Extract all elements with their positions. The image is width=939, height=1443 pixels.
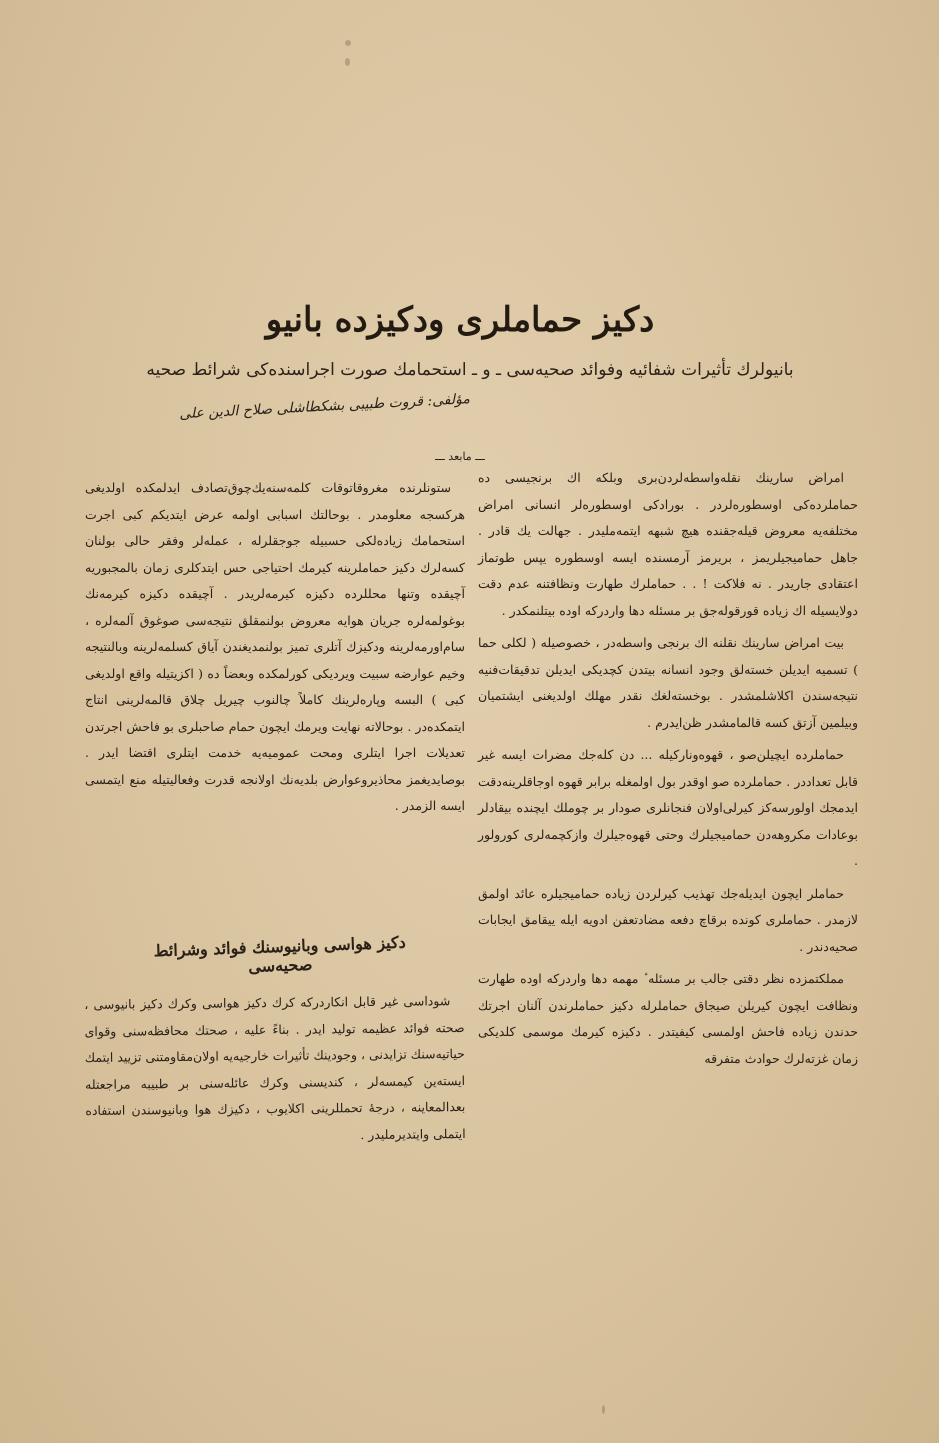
continued-marker: ـــ مابعد ـــ	[435, 450, 485, 463]
article-subtitle: بانيولرك تأثيرات شفائيه وفوائد صحيه‌سى ـ و ـ استحمامك صورت اجراسنده‌كى شرائط صحيه	[146, 360, 794, 380]
stain-mark	[345, 40, 351, 46]
article-author: مؤلفى: قروت طبيبى بشكطاشلى صلاح الدين على	[178, 391, 471, 423]
right-column	[478, 465, 858, 1078]
paragraph: بيت امراض سارينك نقلنه اك برنجى واسطه‌در ، خصوصيله ( لكلى حما ) تسميه ايديلن خسته‌لق وجود انسانه بيتدن كچديكى ايديلن تدقيقات‌فنيه نتيجه‌سندن اكلاشلمشدر . بوخسته‌لغك نقدر مهلك اولديغنى ايشتميان وبيلمين آزتق كسه قالمامشدر ظن‌ايدرم .	[478, 635, 858, 730]
section-heading: دكيز هواسى وبانيوسنك فوائد وشرائط صحيه‌سى	[153, 932, 407, 977]
left-column	[85, 475, 465, 826]
paragraph: حماملرده ايچيلن‌صو ، قهوه‌وناركيله ... دن كله‌جك مضرات ايسه غير قابل تعداددر . حماملرده صو اوقدر بول اولمغله برابر قهوه اوجاقلرينه‌دقت ايدمجك اولورسه‌كز كيرلى‌اولان فنجانلرى صودار بر چوملك ايچنده بيقادلر بوعادات مكروهه‌دن حماميجيلرك وحتى قهوه‌جيلرك وازكچمه‌لرى كورولور .	[478, 747, 858, 868]
section-body	[84, 988, 466, 1157]
article-title: دكيز حماملرى ودكيزده بانيو	[265, 300, 655, 340]
paragraph: شوداسى غير قابل انكاردركه كرك دكيز هواسى وكرك دكيز بانيوسى ، صحته فوائد عظيمه توليد ايدر . بناءً عليه ، صحتك محافظه‌سنى وقواى حياتيه‌سنك تزايدنى ، وجودينك تأثيرات خارجيه‌يه اولان‌مقاومتنى تزييد ايتمك ايسته‌ين كيمسه‌لر ، كنديسنى وكرك عائله‌سنى بر طبيبه مراجعتله بعدالمعاينه ، درجۀ تحمللرينى اكلايوب ، دكيزك هوا وبانيوسندن استفاده ايتملى وايتديرمليدر .	[84, 993, 466, 1142]
stain-mark	[602, 1405, 605, 1414]
stain-mark	[345, 58, 350, 66]
paragraph: حماملر ايچون ايديله‌جك تهذيب كيرلردن زياده حماميجيلره عائد اولمق لازمدر . حماملرى كونده برقاچ دفعه مضادتعفن ادويه ايله ييقامق ايجابات صحيه‌دندر .	[478, 885, 858, 954]
paragraph: ستونلرنده مغروقاتوقات كلمه‌سنه‌يك‌چوق‌تصادف ايدلمكده اولديغى هركسجه معلومدر . بوحالتك اسبابى اولمه عرض ايتديكم كبى اجرت استحمامك زياده‌لكى حسبيله جوجقلرله ، عمله‌لر وفقر حالى بولنان كسه‌لرك دكيز حماملرينه كيرمك احتياجى حس ايتدكلرى زمان بالمجبوريه آچيقده وتنها محللرده دكيزه كيرمه‌لريدر . آچيقده دكيزه كيرمه‌نك بوغولمه‌لره جريان هوايه معروض بولنمقلق نتيجه‌سى صوغوق آلمه‌لره ، سام‌اورمه‌لرينه ودكيزك آتلرى تميز بولنمديغندن آياق كسلمه‌لرينه وبالنتيجه وخيم عوارضه سبيت ويرديكى كورلمكده وبعضاً ده ( اكزيتيله واقع اولديغى كبى ) البسه وپاره‌لرينك كاملاً چالنوب چيريل چلاق قالمه‌لرينى انتاج ايتمكده‌در . بوحالاته نهايت ويرمك ايچون حمام صاحبلرى بو فاحش اجرتدن تعديلات اجرا ايتلرى ومحت عموميه‌يه خدمت ايتلرى اقتضا ايدر . بوصايديغمز محاذيروعوارض بلديه‌نك اولانجه قدرت وفعاليتيله منع ايتمسى ايسه الزمدر .	[85, 480, 465, 813]
paragraph: امراض سارينك نقله‌واسطه‌لردن‌برى وبلكه‌ اك برنجيسى ده حماملرده‌كى اوسطوره‌لردر . بورادكى اوسطوره‌لر انسانى امراض مختلفه‌يه معروض قيله‌جقنده هيچ شبهه ايتمه‌مليدر . جهالت يك قادر . جاهل حماميجيلريمز ، بريرمز آرمسنده ايسه اوسطوره يپس طوتماز اعتقادى جاريدر . نه فلاكت ! . . حماملرك طهارت ونظافتنه عدم دقت دولايسيله اك زياده قورقوله‌جق بر مسئله دها واردركه اوده بيتلنمكدر .	[478, 470, 858, 618]
paragraph: مملكتمزده نظر دقتى جالب بر مسئله ٔ مهمه دها واردركه اوده طهارت ونظافت ايچون كيريلن صيجاق حماملرله دكيز حماملرندن آلنان اجرتك حدندن زياده فاحش اولمسى كيفيتدر . دكيزه كيرمك موسمى كلديكى زمان غزته‌لرك حوادث متفرقه	[478, 971, 858, 1066]
